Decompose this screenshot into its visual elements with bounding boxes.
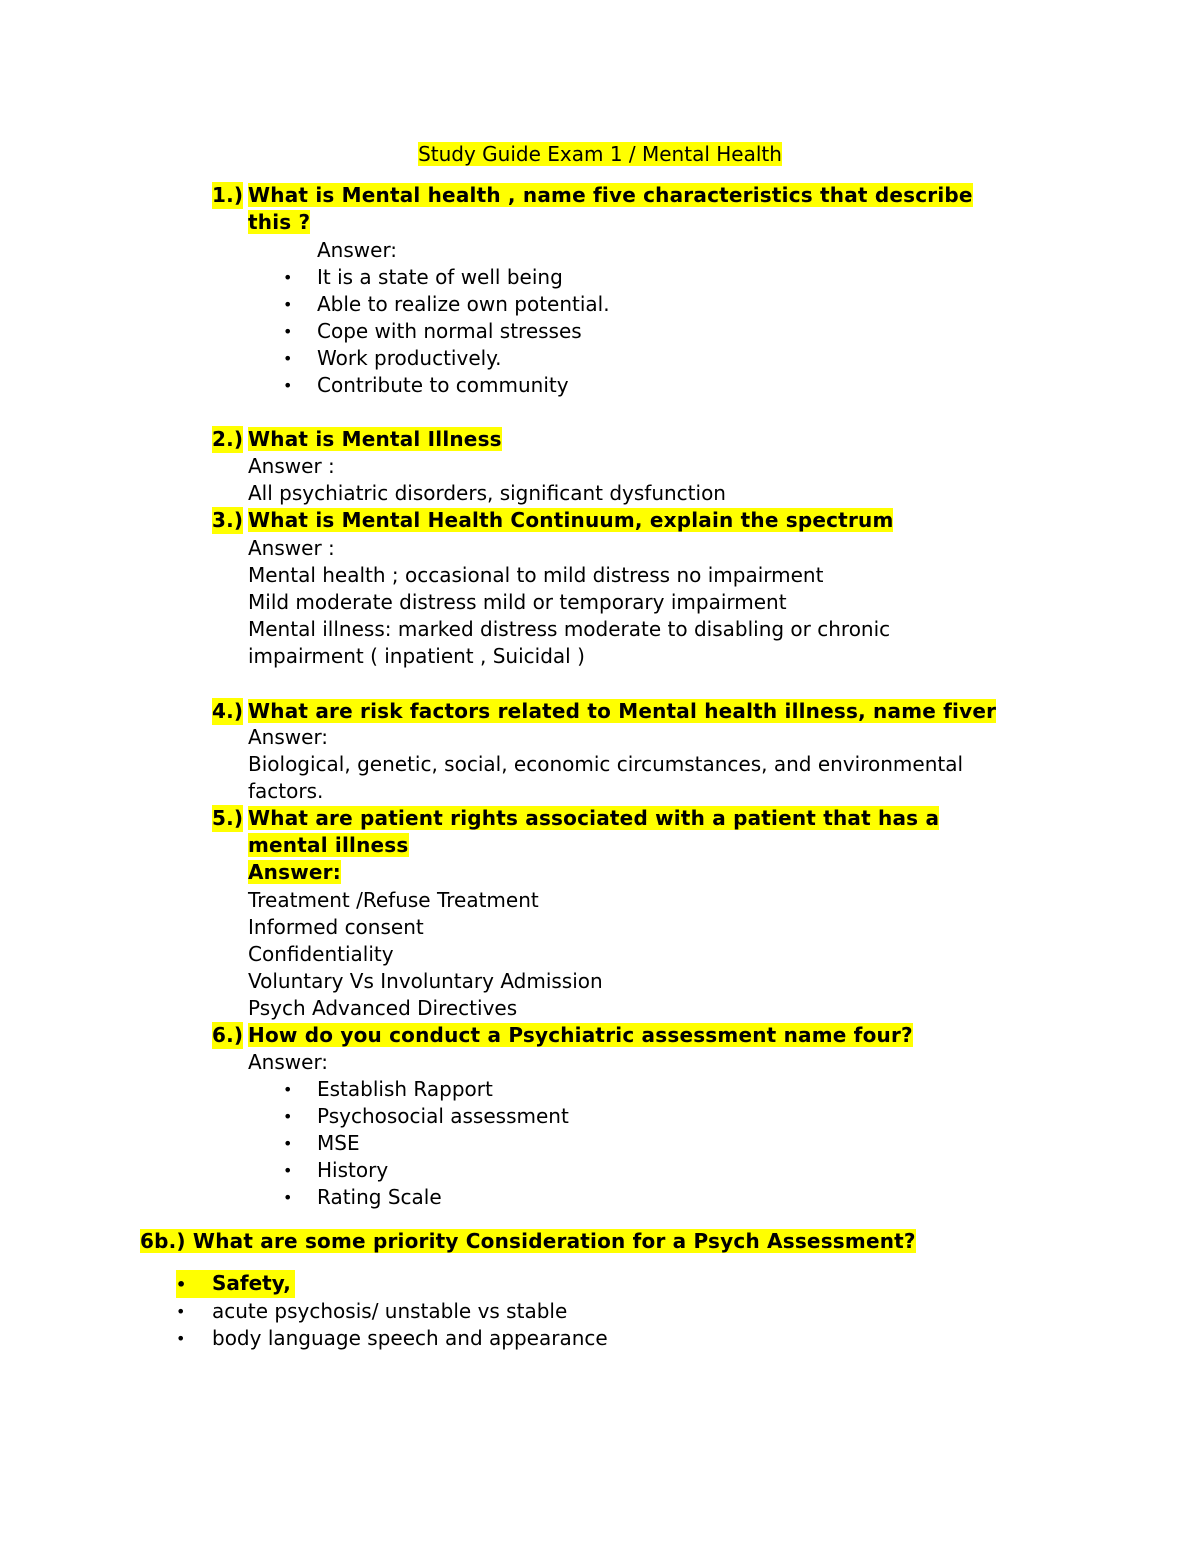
question-6b (140, 1228, 916, 1255)
answer-block (248, 453, 1068, 507)
list-item: • Able to realize own potential. (283, 292, 610, 316)
answer-line: impairment ( inpatient , Suicidal ) (248, 644, 585, 668)
question-4 (212, 698, 1112, 725)
list-item: • Psychosocial assessment (283, 1104, 569, 1128)
question-3 (212, 507, 1052, 534)
question-5 (212, 805, 1052, 886)
question-text: What is Mental Health Continuum, explain the spectrum (248, 508, 894, 532)
answer-line: Mental health ; occasional to mild distress no impairment (248, 563, 824, 587)
question-text: How do you conduct a Psychiatric assessment name four? (248, 1023, 913, 1047)
answer-line: Mild moderate distress mild or temporary impairment (248, 590, 787, 614)
bullet-icon: • (283, 1107, 293, 1126)
question-6 (212, 1022, 1052, 1049)
bullet-icon: • (283, 376, 293, 395)
answer-line: Biological, genetic, social, economic circumstances, and environmental (248, 752, 964, 776)
list-item: • Work productively. (283, 346, 502, 370)
question-number: 1.) (212, 183, 244, 207)
list-item: • acute psychosis/ unstable vs stable (176, 1299, 568, 1323)
list-item: • body language speech and appearance (176, 1326, 608, 1350)
bullet-icon: • (283, 1080, 293, 1099)
answer-line: Voluntary Vs Involuntary Admission (248, 969, 603, 993)
answer-line: Mental illness: marked distress moderate to disabling or chronic (248, 617, 891, 641)
answer-label: Answer: (248, 860, 341, 884)
question-text: What are risk factors related to Mental health illness, name fiver (248, 699, 997, 723)
list-item: • It is a state of well being (283, 265, 563, 289)
answer-label: Answer : (248, 536, 335, 560)
answer-bullet-list (283, 264, 610, 399)
answer-block (248, 887, 1068, 1022)
bullet-icon: • (283, 1161, 293, 1180)
question-number: 6.) (212, 1023, 244, 1047)
answer-text: All psychiatric disorders, significant dysfunction (248, 481, 726, 505)
answer-label: Answer: (317, 238, 398, 262)
question-number: 2.) (212, 427, 244, 451)
list-item: • Contribute to community (283, 373, 569, 397)
question-text: 6b.) What are some priority Consideration for a Psych Assessment? (140, 1229, 916, 1253)
question-number: 3.) (212, 508, 244, 532)
answer-bullet-list (283, 1076, 569, 1211)
answer-bullet-list (176, 1270, 608, 1352)
answer-line: Treatment /Refuse Treatment (248, 888, 539, 912)
bullet-icon: • (283, 1134, 293, 1153)
bullet-icon: • (283, 349, 293, 368)
question-text: What is Mental Illness (248, 427, 502, 451)
question-number: 5.) (212, 806, 244, 830)
list-item: • Cope with normal stresses (283, 319, 582, 343)
bullet-icon: • (283, 268, 293, 287)
list-item: • Safety, (176, 1270, 608, 1298)
question-text-cont: mental illness (248, 833, 409, 857)
bullet-icon: • (176, 1275, 187, 1294)
question-2 (212, 426, 1052, 453)
question-text-cont: this ? (248, 210, 311, 234)
list-item: • Rating Scale (283, 1185, 442, 1209)
answer-label: Answer : (248, 454, 335, 478)
question-text: What are patient rights associated with a patient that has a (248, 806, 940, 830)
answer-line: factors. (248, 779, 324, 803)
answer-label: Answer: (248, 1050, 329, 1074)
answer-block (248, 535, 1068, 670)
bullet-icon: • (283, 1188, 293, 1207)
question-text: What is Mental health , name five characteristics that describe (248, 183, 973, 207)
answer-line: Informed consent (248, 915, 424, 939)
answer-line: Psych Advanced Directives (248, 996, 518, 1020)
list-item: • History (283, 1158, 389, 1182)
bullet-icon: • (176, 1329, 186, 1348)
list-item: • Establish Rapport (283, 1077, 493, 1101)
question-1 (212, 182, 1052, 236)
answer-line: Confidentiality (248, 942, 394, 966)
answer-label: Answer: (248, 725, 329, 749)
answer-block (248, 724, 1068, 805)
bullet-icon: • (283, 322, 293, 341)
bullet-icon: • (176, 1302, 186, 1321)
list-item: • MSE (283, 1131, 360, 1155)
bullet-icon: • (283, 295, 293, 314)
question-number: 4.) (212, 699, 244, 723)
page-title: Study Guide Exam 1 / Mental Health (418, 142, 782, 166)
